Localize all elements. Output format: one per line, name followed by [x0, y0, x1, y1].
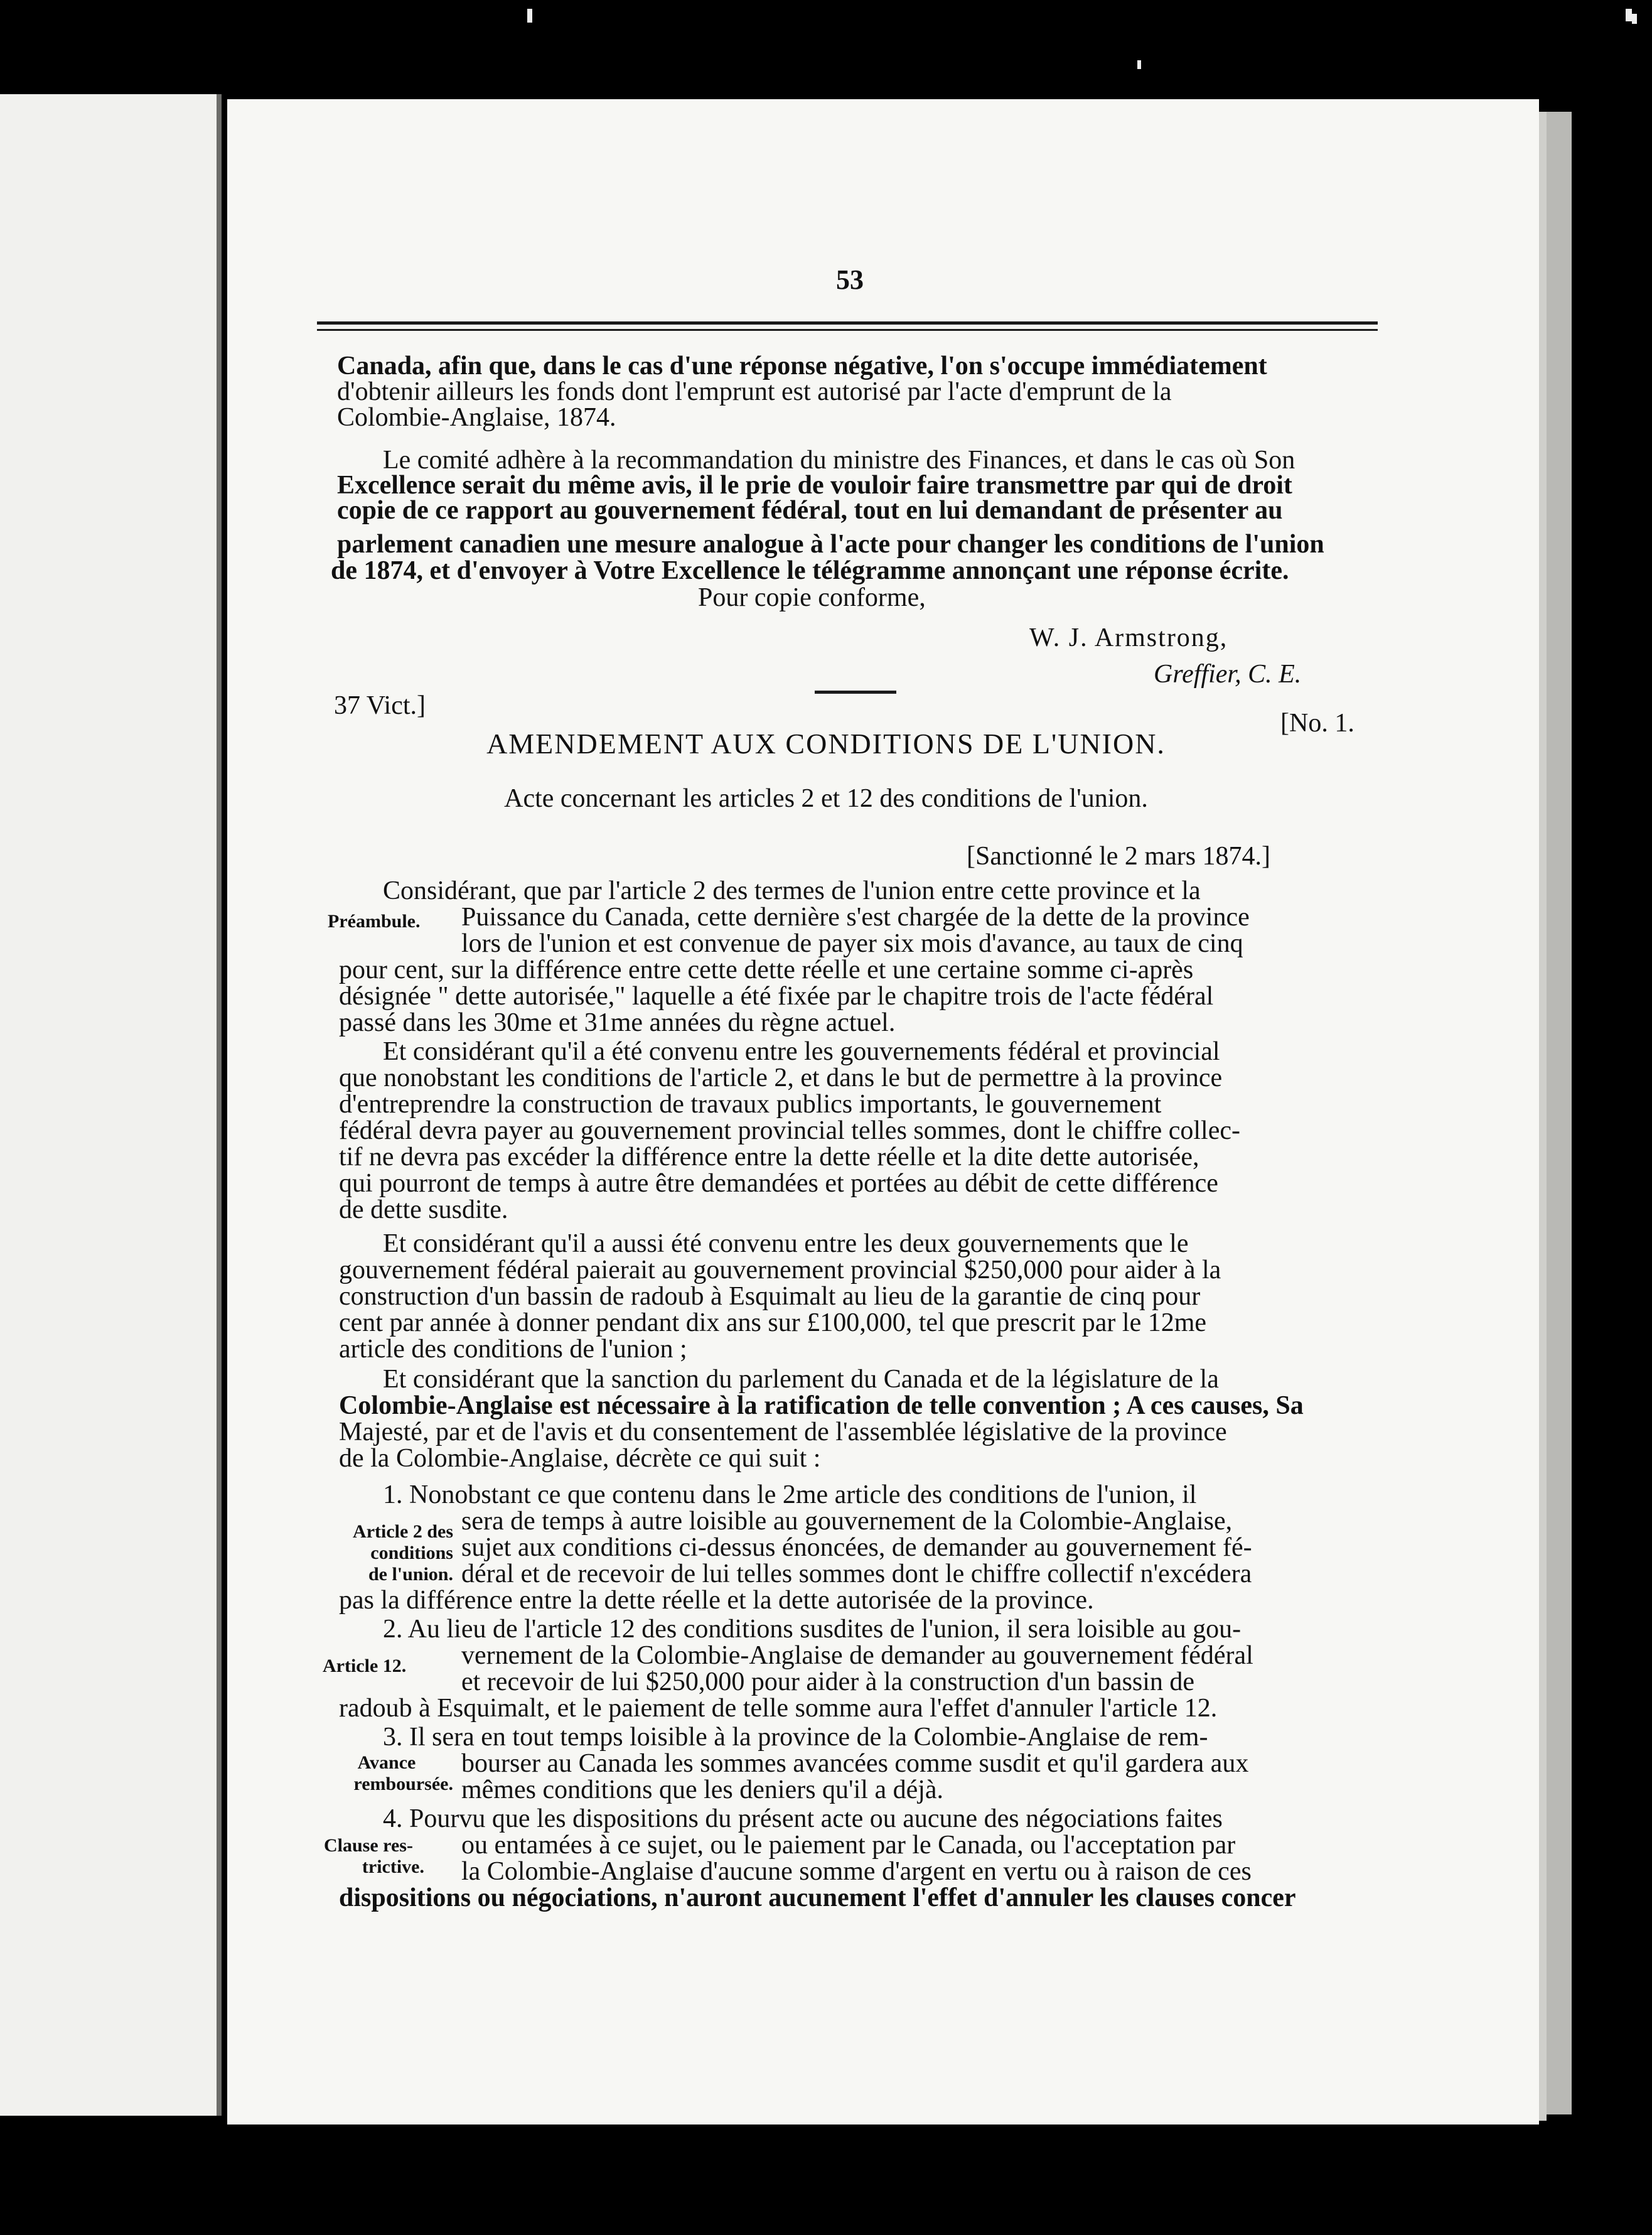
- body-line: fédéral devra payer au gouvernement provincial telles sommes, dont le chiffre collec-: [339, 1116, 1240, 1145]
- body-line: vernement de la Colombie-Anglaise de demander au gouvernement fédéral: [461, 1641, 1253, 1670]
- body-line: passé dans les 30me et 31me années du règne actuel.: [339, 1008, 896, 1037]
- margin-note: Article 12.: [323, 1656, 407, 1676]
- body-line: dispositions ou négociations, n'auront aucunement l'effet d'annuler les clauses concer: [339, 1883, 1296, 1912]
- body-line: qui pourront de temps à autre être demandées et portées au débit de cette différence: [339, 1169, 1218, 1198]
- margin-note: trictive.: [362, 1856, 424, 1877]
- margin-note: de l'union.: [368, 1564, 453, 1585]
- margin-note: remboursée.: [353, 1774, 453, 1794]
- chapter-number: [No. 1.: [1280, 709, 1354, 738]
- body-line: Puissance du Canada, cette dernière s'est chargée de la dette de la province: [461, 903, 1250, 932]
- margin-note: Clause res-: [324, 1835, 413, 1856]
- body-line: d'entreprendre la construction de travaux publics importants, le gouvernement: [339, 1090, 1162, 1119]
- continuation-line: Excellence serait du même avis, il le prie de vouloir faire transmettre par qui de droit: [337, 471, 1292, 500]
- body-line: mêmes conditions que les deniers qu'il a déjà.: [461, 1775, 944, 1804]
- body-line: que nonobstant les conditions de l'article 2, et dans le but de permettre à la province: [339, 1064, 1223, 1092]
- body-line: Et considérant qu'il a été convenu entre les gouvernements fédéral et provincial: [383, 1037, 1220, 1066]
- continuation-line: copie de ce rapport au gouvernement fédéral, tout en lui demandant de présenter au: [337, 496, 1283, 525]
- body-line: ou entamées à ce sujet, ou le paiement par le Canada, ou l'acceptation par: [461, 1831, 1236, 1860]
- body-line: 4. Pourvu que les dispositions du présent acte ou aucune des négociations faites: [383, 1804, 1223, 1833]
- scan-speck: [1137, 60, 1141, 69]
- signature-title: Greffier, C. E.: [1154, 660, 1302, 689]
- body-line: de la Colombie-Anglaise, décrète ce qui suit :: [339, 1444, 821, 1473]
- act-title: AMENDEMENT AUX CONDITIONS DE L'UNION.: [486, 728, 1166, 760]
- body-line: pas la différence entre la dette réelle et la dette autorisée de la province.: [339, 1586, 1094, 1615]
- sanction-date: [Sanctionné le 2 mars 1874.]: [967, 842, 1271, 871]
- body-line: construction d'un bassin de radoub à Esquimalt au lieu de la garantie de cinq pour: [339, 1282, 1201, 1311]
- page-gutter-shadow: [217, 94, 222, 2116]
- body-line: déral et de recevoir de lui telles sommes dont le chiffre collectif n'excédera: [461, 1559, 1252, 1588]
- margin-note: conditions: [370, 1543, 453, 1563]
- body-line: la Colombie-Anglaise d'aucune somme d'argent en vertu ou à raison de ces: [461, 1857, 1252, 1886]
- page-right-edge: [1539, 112, 1547, 2121]
- closing-line: Pour copie conforme,: [698, 583, 926, 612]
- scan-speck: [1632, 14, 1637, 24]
- body-line: radoub à Esquimalt, et le paiement de telle somme aura l'effet d'annuler l'article 12.: [339, 1694, 1218, 1723]
- left-page-edge: [0, 94, 217, 2116]
- continuation-line: d'obtenir ailleurs les fonds dont l'emprunt est autorisé par l'acte d'emprunt de la: [337, 377, 1172, 406]
- margin-note: Préambule.: [328, 911, 421, 932]
- margin-note: Article 2 des: [353, 1521, 453, 1542]
- body-line: gouvernement fédéral paierait au gouvernement provincial $250,000 pour aider à la: [339, 1256, 1221, 1284]
- body-line: cent par année à donner pendant dix ans sur £100,000, tel que prescrit par le 12me: [339, 1308, 1207, 1337]
- next-page-edge: [1547, 112, 1572, 2114]
- header-rule-bottom: [317, 329, 1378, 331]
- body-line: 3. Il sera en tout temps loisible à la province de la Colombie-Anglaise de rem-: [383, 1723, 1208, 1752]
- scan-speck: [1626, 9, 1632, 21]
- body-line: Et considérant que la sanction du parlement du Canada et de la législature de la: [383, 1365, 1219, 1394]
- continuation-line: Canada, afin que, dans le cas d'une réponse négative, l'on s'occupe immédiatement: [337, 352, 1267, 380]
- body-line: Considérant, que par l'article 2 des termes de l'union entre cette province et la: [383, 876, 1201, 905]
- continuation-line: parlement canadien une mesure analogue à l'acte pour changer les conditions de l'union: [337, 530, 1324, 559]
- body-line: désignée " dette autorisée," laquelle a été fixée par le chapitre trois de l'acte fédéral: [339, 982, 1214, 1011]
- continuation-line: Le comité adhère à la recommandation du ministre des Finances, et dans le cas où Son: [383, 446, 1295, 475]
- body-line: Colombie-Anglaise est nécessaire à la ratification de telle convention ; A ces causes, Sa: [339, 1391, 1304, 1420]
- continuation-line: de 1874, et d'envoyer à Votre Excellence le télégramme annonçant une réponse écrite.: [331, 556, 1289, 585]
- body-line: Et considérant qu'il a aussi été convenu entre les deux gouvernements que le: [383, 1229, 1189, 1258]
- body-line: de dette susdite.: [339, 1195, 508, 1224]
- scan-speck: [527, 9, 532, 23]
- signature-name: W. J. Armstrong,: [1029, 623, 1228, 652]
- act-subtitle: Acte concernant les articles 2 et 12 des conditions de l'union.: [504, 784, 1148, 813]
- page-number: 53: [836, 264, 864, 295]
- header-rule-top: [317, 321, 1378, 325]
- margin-note: Avance: [357, 1752, 416, 1773]
- session-reference: 37 Vict.]: [334, 691, 426, 720]
- body-line: pour cent, sur la différence entre cette dette réelle et une certaine somme ci-après: [339, 956, 1194, 984]
- body-line: sujet aux conditions ci-dessus énoncées, de demander au gouvernement fé-: [461, 1533, 1252, 1562]
- body-line: sera de temps à autre loisible au gouvernement de la Colombie-Anglaise,: [461, 1507, 1233, 1536]
- continuation-line: Colombie-Anglaise, 1874.: [337, 403, 616, 432]
- body-line: article des conditions de l'union ;: [339, 1335, 687, 1364]
- body-line: 2. Au lieu de l'article 12 des conditions susdites de l'union, il sera loisible au gou-: [383, 1615, 1242, 1644]
- body-line: lors de l'union et est convenue de payer six mois d'avance, au taux de cinq: [461, 929, 1243, 958]
- section-divider: [815, 691, 896, 694]
- body-line: et recevoir de lui $250,000 pour aider à la construction d'un bassin de: [461, 1667, 1195, 1696]
- body-line: tif ne devra pas excéder la différence entre la dette réelle et la dite dette autorisée,: [339, 1143, 1199, 1171]
- body-line: 1. Nonobstant ce que contenu dans le 2me article des conditions de l'union, il: [383, 1480, 1197, 1509]
- body-line: Majesté, par et de l'avis et du consentement de l'assemblée législative de la province: [339, 1418, 1227, 1446]
- body-line: bourser au Canada les sommes avancées comme susdit et qu'il gardera aux: [461, 1749, 1249, 1778]
